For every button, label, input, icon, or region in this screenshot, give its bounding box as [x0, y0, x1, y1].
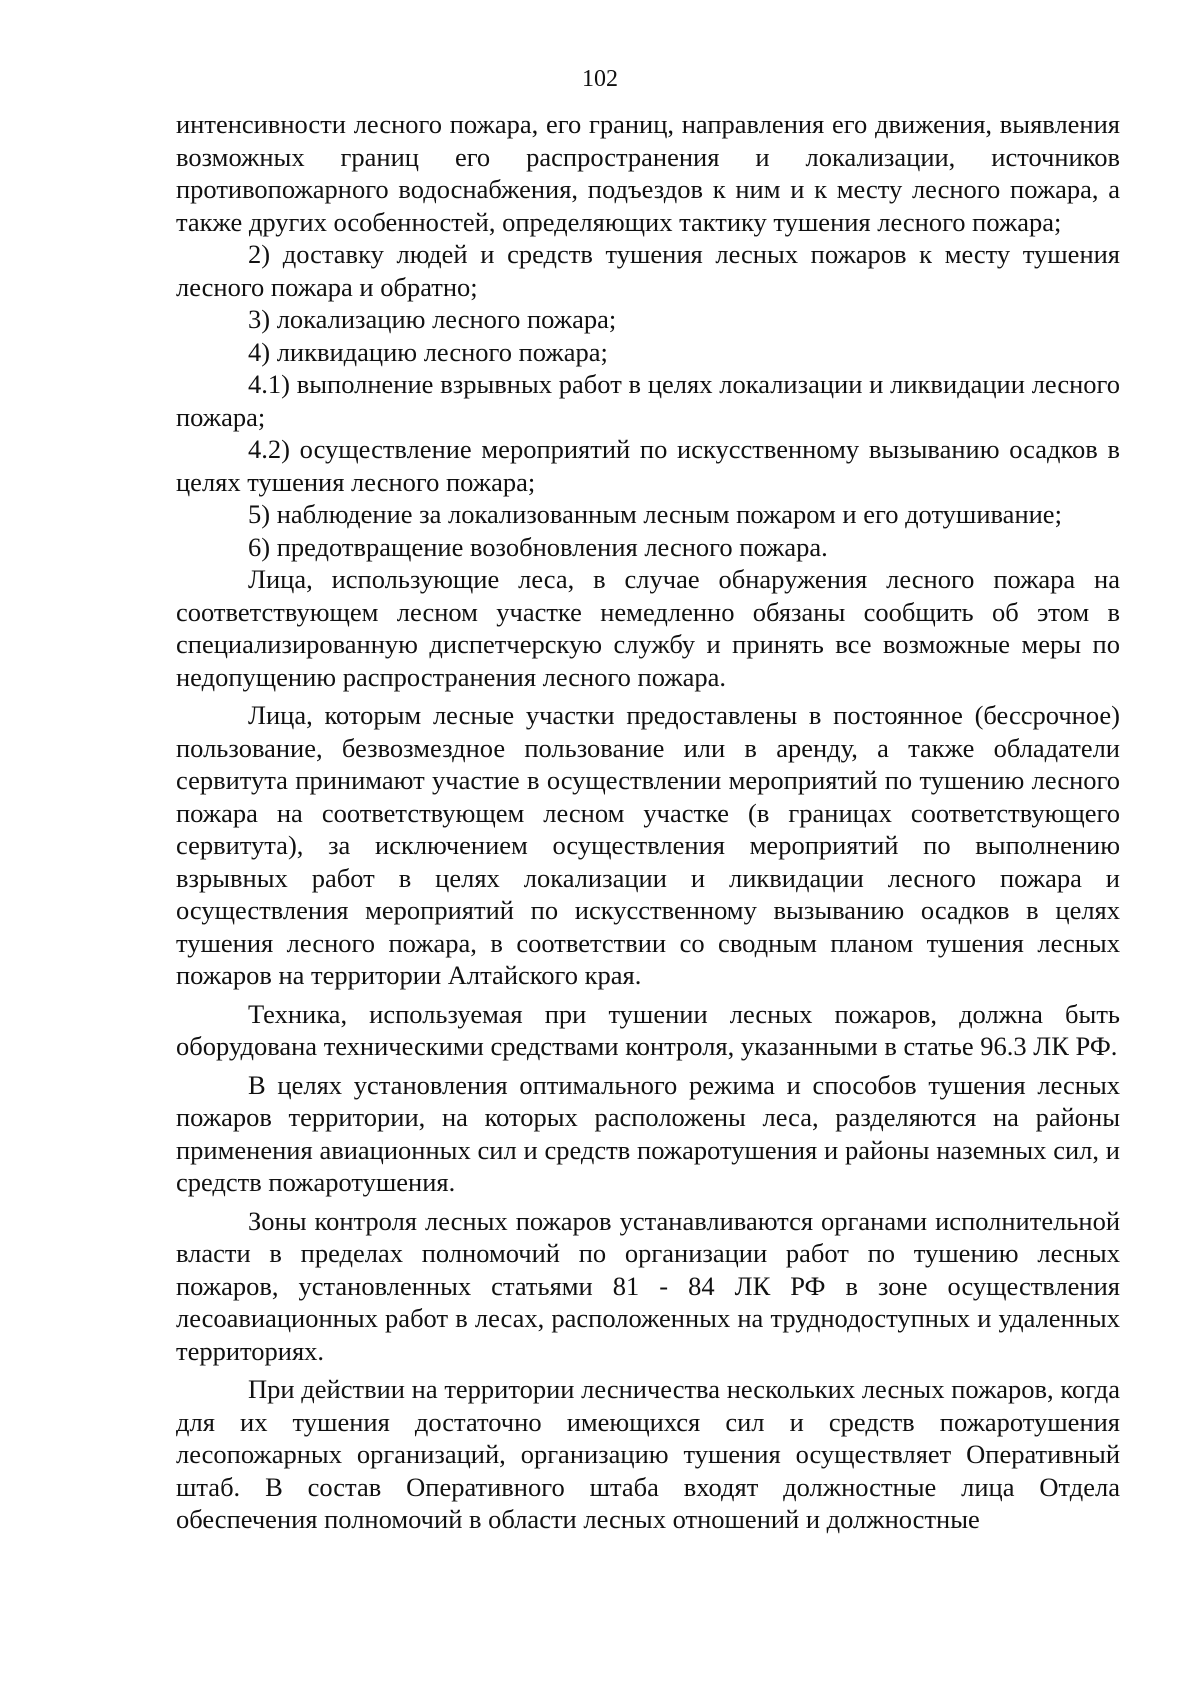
document-body	[176, 108, 1120, 1536]
paragraph-districts: В целях установления оптимального режима и способов тушения лесных пожаров территории, на которых расположены леса, разделяются на районы применения авиационных сил и средств пожаротушения и районы наземных сил, и средств пожаротушения.	[176, 1069, 1120, 1197]
list-item-5: 5) наблюдение за локализованным лесным пожаром и его дотушивание;	[248, 499, 1062, 529]
list-item-3: 3) локализацию лесного пожара;	[248, 304, 617, 334]
page-number: 102	[582, 66, 618, 92]
paragraph-equipment: Техника, используемая при тушении лесных пожаров, должна быть оборудована техническими средствами контроля, указанными в статье 96.3 ЛК РФ.	[176, 998, 1120, 1061]
paragraph-leaseholders: Лица, которым лесные участки предоставлены в постоянное (бессрочное) пользование, безвозмездное пользование или в аренду, а также обладатели сервитута принимают участие в осуществлении мероприятий по тушению лесного пожара на соответствующем лесном участке (в границах соответствующего сервитута), за исключением осуществления мероприятий по выполнению взрывных работ в целях локализации и ликвидации лесного пожара и осуществления мероприятий по искусственному вызыванию осадков в целях тушения лесного пожара, в соответствии со сводным планом тушения лесных пожаров на территории Алтайского края.	[176, 700, 1120, 990]
paragraph-forest-users: Лица, использующие леса, в случае обнаружения лесного пожара на соответствующем лесном участке немедленно обязаны сообщить об этом в специализированную диспетчерскую службу и принять все возможные меры по недопущению распространения лесного пожара.	[176, 564, 1120, 692]
list-item-4: 4) ликвидацию лесного пожара;	[248, 336, 608, 367]
list-item-4-1: 4.1) выполнение взрывных работ в целях локализации и ликвидации лесного пожара;	[176, 369, 1120, 432]
list-item-4-2: 4.2) осуществление мероприятий по искусственному вызыванию осадков в целях тушения лесного пожара;	[176, 434, 1120, 497]
paragraph-control-zones: Зоны контроля лесных пожаров устанавливаются органами исполнительной власти в пределах полномочий по организации работ по тушению лесных пожаров, установленных статьями 81 - 84 ЛК РФ в зоне осуществления лесоавиационных работ в лесах, расположенных на труднодоступных и удаленных территориях.	[176, 1205, 1120, 1366]
list-item-2: 2) доставку людей и средств тушения лесных пожаров к месту тушения лесного пожара и обратно;	[176, 239, 1120, 302]
paragraph-continuation: интенсивности лесного пожара, его границ, направления его движения, выявления возможных границ его распространения и локализации, источников противопожарного водоснабжения, подъездов к ним и к месту лесного пожара, а также других особенностей, определяющих тактику тушения лесного пожара;	[176, 109, 1120, 237]
paragraph-operational-hq: При действии на территории лесничества нескольких лесных пожаров, когда для их тушения достаточно имеющихся сил и средств пожаротушения лесопожарных организаций, организацию тушения осуществляет Оперативный штаб. В состав Оперативного штаба входят должностные лица Отдела обеспечения полномочий в области лесных отношений и должностные	[176, 1374, 1120, 1534]
list-item-6: 6) предотвращение возобновления лесного пожара.	[248, 531, 828, 562]
